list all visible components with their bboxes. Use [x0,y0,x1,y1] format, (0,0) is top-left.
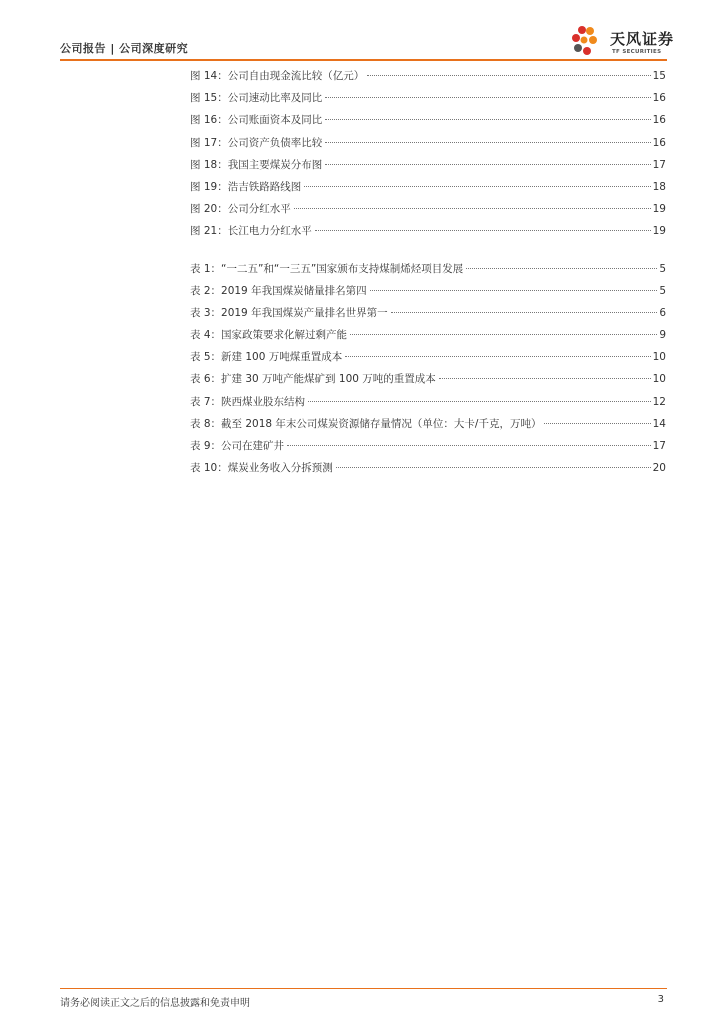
logo-english-name: TF SECURITIES [612,49,662,55]
toc-entry-page: 14 [652,417,666,430]
toc-entry-label: 表 9：公司在建矿井 [190,440,285,452]
leader-dots [439,378,651,379]
toc-entry-page: 17 [652,158,666,171]
toc-entry-page: 16 [652,92,666,105]
toc-entry-table-5[interactable] [190,349,666,371]
leader-dots [367,75,650,76]
toc-entry-table-1[interactable] [190,261,666,283]
logo-chinese-name: 天风证券 [610,30,675,48]
leader-dots [325,119,650,120]
toc-entry-figure-21[interactable] [190,223,666,245]
toc-entry-figure-15[interactable] [190,90,666,112]
toc-entry-table-9[interactable] [190,438,666,460]
toc-entry-label: 图 19：浩吉铁路路线图 [190,180,302,193]
toc-entry-page: 19 [652,203,666,216]
section-spacer [190,246,666,261]
toc-entry-page: 17 [652,440,666,452]
toc-entry-label: 表 8：截至 2018 年末公司煤炭资源储存量情况（单位：大卡/千克，万吨） [190,417,542,430]
leader-dots [325,142,650,143]
header-divider [60,59,667,61]
leader-dots [308,401,651,402]
toc-entry-page: 10 [652,373,666,386]
page-number: 3 [657,994,664,1005]
footer-divider [60,988,667,989]
leader-dots [325,164,650,165]
toc-entry-label: 表 1：“一二五”和“一三五”国家颁布支持煤制烯烃项目发展 [190,262,464,275]
toc-entry-label: 图 20：公司分红水平 [190,203,291,216]
toc-entry-label: 图 18：我国主要煤炭分布图 [190,158,323,171]
toc-entry-label: 表 10：煤炭业务收入分拆预测 [190,462,333,475]
toc-entry-figure-16[interactable] [190,112,666,134]
leader-dots [294,208,651,209]
toc-entry-page: 5 [659,262,666,275]
toc-entry-label: 表 4：国家政策要求化解过剩产能 [190,329,348,342]
toc-entry-figure-18[interactable] [190,157,666,179]
table-of-contents [190,68,666,482]
logo-flower-icon [568,22,608,62]
company-logo [568,22,678,62]
leader-dots [336,467,651,468]
toc-entry-page: 19 [652,225,666,238]
toc-entry-table-10[interactable] [190,460,666,482]
toc-entry-label: 图 21：长江电力分红水平 [190,225,312,238]
toc-entry-table-8[interactable] [190,416,666,438]
footer-disclaimer: 请务必阅读正文之后的信息披露和免责申明 [60,998,250,1009]
toc-entry-figure-17[interactable] [190,135,666,157]
toc-entry-label: 表 2：2019 年我国煤炭储量排名第四 [190,284,367,297]
toc-entry-page: 5 [659,284,666,297]
toc-entry-label: 图 16：公司账面资本及同比 [190,114,323,127]
toc-entry-figure-14[interactable] [190,68,666,90]
toc-entry-page: 18 [652,180,666,193]
toc-entry-figure-20[interactable] [190,201,666,223]
toc-entry-label: 表 6：扩建 30 万吨产能煤矿到 100 万吨的重置成本 [190,373,436,386]
leader-dots [391,312,658,313]
toc-entry-label: 表 3：2019 年我国煤炭产量排名世界第一 [190,306,388,319]
toc-entry-table-6[interactable] [190,371,666,393]
toc-entry-table-3[interactable] [190,305,666,327]
toc-entry-table-7[interactable] [190,394,666,416]
toc-entry-label: 图 14：公司自由现金流比较（亿元） [190,70,365,82]
leader-dots [466,268,657,269]
toc-entry-page: 16 [652,114,666,127]
toc-entry-label: 表 5：新建 100 万吨煤重置成本 [190,351,343,364]
leader-dots [544,423,650,424]
leader-dots [315,230,651,231]
toc-entry-page: 9 [659,329,666,342]
toc-entry-label: 图 17：公司资产负债率比较 [190,136,323,149]
report-section-title: 公司报告 | 公司深度研究 [60,42,189,55]
toc-entry-figure-19[interactable] [190,179,666,201]
toc-entry-page: 6 [659,306,666,319]
toc-entry-page: 20 [652,462,666,475]
leader-dots [350,334,657,335]
toc-entry-table-2[interactable] [190,283,666,305]
leader-dots [287,445,651,446]
leader-dots [304,186,650,187]
toc-entry-page: 15 [652,70,666,82]
toc-entry-table-4[interactable] [190,327,666,349]
toc-entry-page: 16 [652,136,666,149]
table-list [190,261,666,483]
leader-dots [370,290,658,291]
toc-entry-label: 表 7：陕西煤业股东结构 [190,395,306,408]
leader-dots [345,356,650,357]
figure-list [190,68,666,246]
toc-entry-page: 12 [652,395,666,408]
toc-entry-label: 图 15：公司速动比率及同比 [190,92,323,105]
toc-entry-page: 10 [652,351,666,364]
leader-dots [325,97,650,98]
